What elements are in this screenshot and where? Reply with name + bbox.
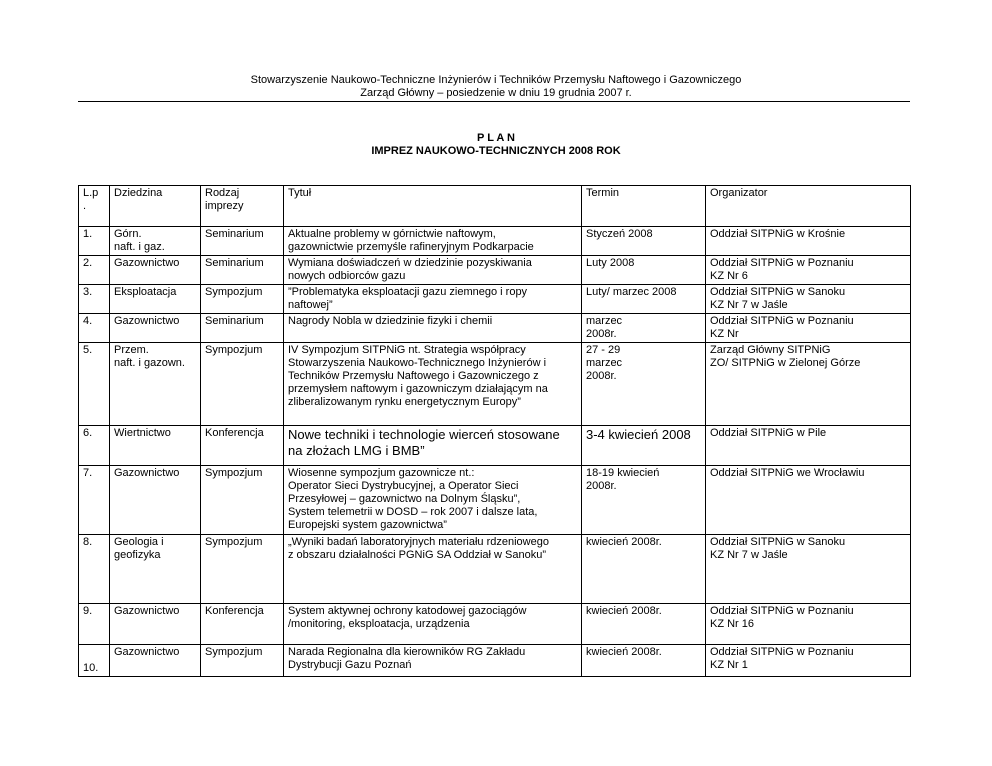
col-tytul: Tytuł xyxy=(284,186,582,227)
cell-rodzaj: Sympozjum xyxy=(201,466,284,535)
cell-dziedzina: Wiertnictwo xyxy=(110,426,201,466)
table-row xyxy=(79,227,911,256)
cell-lp: 10. xyxy=(79,645,110,677)
cell-organizator: Oddział SITPNiG w Sanoku KZ Nr 7 w Jaśle xyxy=(706,285,911,314)
cell-organizator: Oddział SITPNiG w Poznaniu KZ Nr xyxy=(706,314,911,343)
cell-tytul: Nowe techniki i technologie wierceń stosowane na złożach LMG i BMB” xyxy=(284,426,582,466)
cell-termin: 18-19 kwiecień 2008r. xyxy=(582,466,706,535)
cell-rodzaj: Seminarium xyxy=(201,227,284,256)
cell-lp: 3. xyxy=(79,285,110,314)
cell-rodzaj: Seminarium xyxy=(201,256,284,285)
cell-organizator: Oddział SITPNiG w Sanoku KZ Nr 7 w Jaśle xyxy=(706,535,911,604)
cell-tytul: „Wyniki badań laboratoryjnych materiału rdzeniowego z obszaru działalności PGNiG SA Oddział w Sanoku” xyxy=(284,535,582,604)
cell-rodzaj: Konferencja xyxy=(201,604,284,645)
header-organization: Stowarzyszenie Naukowo-Techniczne Inżynierów i Techników Przemysłu Naftowego i Gazowniczego xyxy=(250,74,742,86)
cell-termin: kwiecień 2008r. xyxy=(582,604,706,645)
cell-lp: 4. xyxy=(79,314,110,343)
cell-termin: kwiecień 2008r. xyxy=(582,535,706,604)
cell-rodzaj: Konferencja xyxy=(201,426,284,466)
header-divider xyxy=(78,101,910,102)
cell-lp: 2. xyxy=(79,256,110,285)
cell-dziedzina: Przem. naft. i gazown. xyxy=(110,343,201,426)
cell-lp: 6. xyxy=(79,426,110,466)
col-rodzaj: Rodzaj imprezy xyxy=(201,186,284,227)
document-header xyxy=(0,74,992,100)
cell-organizator: Oddział SITPNiG w Pile xyxy=(706,426,911,466)
cell-tytul: Aktualne problemy w górnictwie naftowym, gazownictwie przemyśle rafineryjnym Podkarpacie xyxy=(284,227,582,256)
cell-organizator: Zarząd Główny SITPNiG ZO/ SITPNiG w Zielonej Górze xyxy=(706,343,911,426)
cell-dziedzina: Gazownictwo xyxy=(110,256,201,285)
cell-lp: 7. xyxy=(79,466,110,535)
cell-tytul: ”Problematyka eksploatacji gazu ziemnego i ropy naftowej” xyxy=(284,285,582,314)
table-row xyxy=(79,535,911,604)
cell-rodzaj: Seminarium xyxy=(201,314,284,343)
table-row xyxy=(79,285,911,314)
cell-rodzaj: Sympozjum xyxy=(201,535,284,604)
title-subject: IMPREZ NAUKOWO-TECHNICZNYCH 2008 ROK xyxy=(371,145,621,157)
cell-lp: 5. xyxy=(79,343,110,426)
table-row xyxy=(79,466,911,535)
cell-organizator: Oddział SITPNiG w Poznaniu KZ Nr 16 xyxy=(706,604,911,645)
cell-rodzaj: Sympozjum xyxy=(201,645,284,677)
cell-organizator: Oddział SITPNiG w Krośnie xyxy=(706,227,911,256)
cell-dziedzina: Gazownictwo xyxy=(110,645,201,677)
cell-lp: 8. xyxy=(79,535,110,604)
cell-termin: Luty/ marzec 2008 xyxy=(582,285,706,314)
cell-dziedzina: Geologia i geofizyka xyxy=(110,535,201,604)
cell-termin: kwiecień 2008r. xyxy=(582,645,706,677)
cell-dziedzina: Gazownictwo xyxy=(110,314,201,343)
cell-tytul: System aktywnej ochrony katodowej gazociągów /monitoring, eksploatacja, urządzenia xyxy=(284,604,582,645)
col-lp: L.p . xyxy=(79,186,110,227)
cell-rodzaj: Sympozjum xyxy=(201,285,284,314)
cell-termin: marzec 2008r. xyxy=(582,314,706,343)
table-header-row xyxy=(79,186,911,227)
col-termin: Termin xyxy=(582,186,706,227)
table-row xyxy=(79,426,911,466)
cell-tytul: IV Sympozjum SITPNiG nt. Strategia współpracy Stowarzyszenia Naukowo-Technicznego Inżynierów i Techników Przemysłu Naftowego i Gazowniczego z przemysłem naftowym i gazowniczym działającym na zliberalizowanym rynku energetycznym Europy” xyxy=(284,343,582,426)
table-row xyxy=(79,604,911,645)
cell-organizator: Oddział SITPNiG w Poznaniu KZ Nr 1 xyxy=(706,645,911,677)
cell-organizator: Oddział SITPNiG we Wrocławiu xyxy=(706,466,911,535)
events-table xyxy=(78,185,911,677)
cell-tytul: Wiosenne sympozjum gazownicze nt.: Operator Sieci Dystrybucyjnej, a Operator Sieci Przesyłowej – gazownictwo na Dolnym Śląsku”, System telemetrii w DOSD – rok 2007 i dalsze lata, Europejski system gazownictwa” xyxy=(284,466,582,535)
cell-rodzaj: Sympozjum xyxy=(201,343,284,426)
col-dziedzina: Dziedzina xyxy=(110,186,201,227)
header-meeting: Zarząd Główny – posiedzenie w dniu 19 grudnia 2007 r. xyxy=(360,87,632,99)
table-row xyxy=(79,645,911,677)
table-row xyxy=(79,256,911,285)
cell-dziedzina: Gazownictwo xyxy=(110,604,201,645)
cell-lp: 1. xyxy=(79,227,110,256)
cell-dziedzina: Eksploatacja xyxy=(110,285,201,314)
cell-tytul: Narada Regionalna dla kierowników RG Zakładu Dystrybucji Gazu Poznań xyxy=(284,645,582,677)
col-organizator: Organizator xyxy=(706,186,911,227)
title-plan: P L A N xyxy=(477,132,515,144)
cell-termin: Luty 2008 xyxy=(582,256,706,285)
table-row xyxy=(79,314,911,343)
cell-lp: 9. xyxy=(79,604,110,645)
document-title xyxy=(0,132,992,158)
cell-dziedzina: Gazownictwo xyxy=(110,466,201,535)
table-row xyxy=(79,343,911,426)
cell-tytul: Nagrody Nobla w dziedzinie fizyki i chemii xyxy=(284,314,582,343)
cell-dziedzina: Górn. naft. i gaz. xyxy=(110,227,201,256)
cell-termin: 27 - 29 marzec 2008r. xyxy=(582,343,706,426)
cell-termin: 3-4 kwiecień 2008 xyxy=(582,426,706,466)
cell-organizator: Oddział SITPNiG w Poznaniu KZ Nr 6 xyxy=(706,256,911,285)
cell-termin: Styczeń 2008 xyxy=(582,227,706,256)
cell-tytul: Wymiana doświadczeń w dziedzinie pozyskiwania nowych odbiorców gazu xyxy=(284,256,582,285)
